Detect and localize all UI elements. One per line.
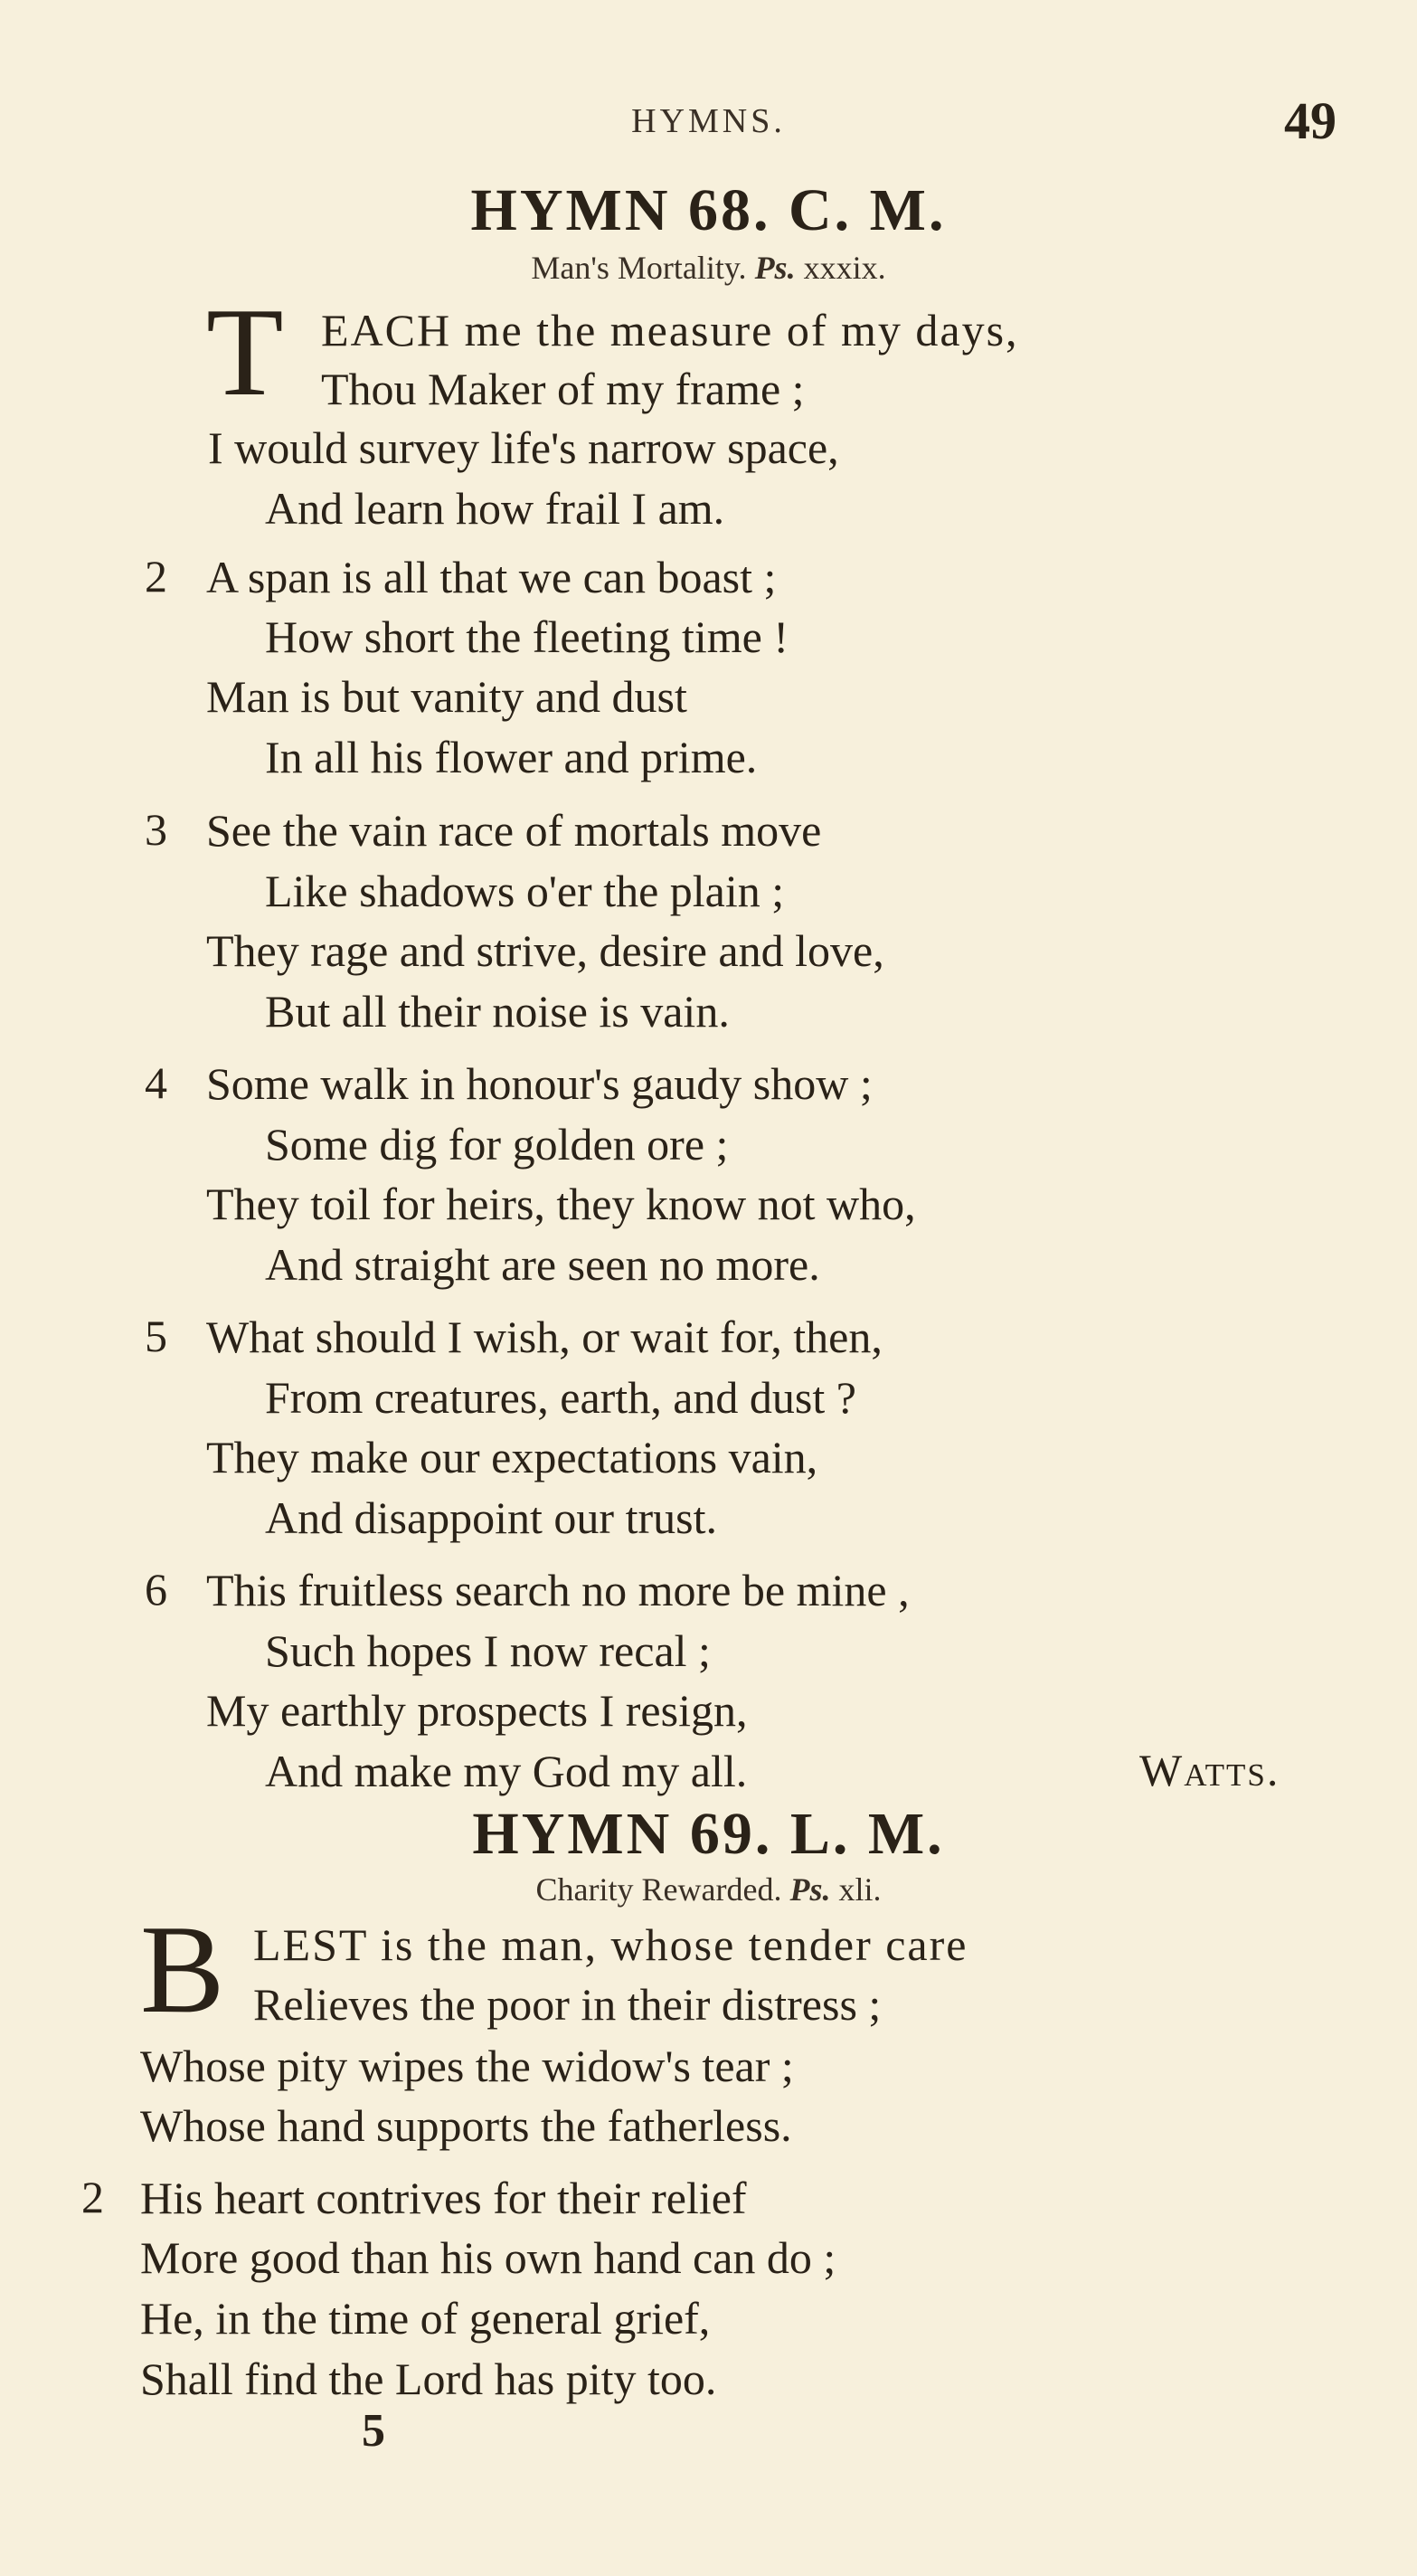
hymn-68-line: They make our expectations vain, [206, 1432, 818, 1482]
hymn-68-line: Some dig for golden ore ; [265, 1119, 729, 1170]
hymn-68-subtitle-text: Man's Mortality. [531, 250, 747, 286]
hymn-69-line: His heart contrives for their relief [140, 2173, 747, 2223]
stanza-number: 6 [145, 1564, 167, 1615]
hymn-68-line: My earthly prospects I resign, [206, 1685, 748, 1736]
hymn-68-line: And straight are seen no more. [265, 1239, 820, 1290]
hymn-69-line: Relieves the poor in their distress ; [253, 1979, 882, 2030]
hymn-68-line: A span is all that we can boast ; [206, 552, 777, 602]
hymn-69-psalm-abbrev: Ps. [789, 1871, 831, 1908]
hymn-69-line: More good than his own hand can do ; [140, 2232, 836, 2283]
hymn-68-line: I would survey life's narrow space, [208, 422, 839, 473]
hymn-68-line: They toil for heirs, they know not who, [206, 1179, 916, 1229]
hymn-68-first-line: EACH me the measure of my days, [321, 305, 1019, 355]
hymn-68-line: From creatures, earth, and dust ? [265, 1372, 856, 1423]
hymn-68-psalm-abbrev: Ps. [754, 250, 796, 286]
hymn-69-first-line: LEST is the man, whose tender care [253, 1919, 968, 1970]
hymn-68-line: And learn how frail I am. [265, 483, 725, 534]
hymn-68-line: But all their noise is vain. [265, 986, 730, 1037]
hymn-68-line: Such hopes I now recal ; [265, 1625, 711, 1676]
hymn-68-line: In all his flower and prime. [265, 732, 758, 782]
hymn-68-attribution: Watts. [1139, 1745, 1280, 1795]
stanza-number: 2 [81, 2172, 104, 2222]
hymn-68-psalm-number: xxxix. [803, 250, 886, 286]
stanza-number: 3 [145, 804, 167, 855]
running-head: HYMNS. [631, 102, 786, 140]
hymn-68-line: They rage and strive, desire and love, [206, 925, 884, 976]
hymn-69-line: Shall find the Lord has pity too. [140, 2353, 717, 2404]
signature-mark: 5 [362, 2405, 385, 2457]
hymn-68-line: And disappoint our trust. [265, 1492, 717, 1543]
hymn-68-line: How short the fleeting time ! [265, 611, 789, 662]
hymn-68-line: What should I wish, or wait for, then, [206, 1312, 883, 1362]
hymn-69-dropcap: B [140, 1899, 225, 2040]
hymn-69-subtitle-text: Charity Rewarded. [535, 1871, 782, 1908]
page-number: 49 [1284, 91, 1337, 150]
stanza-number: 2 [145, 551, 167, 601]
hymn-69-psalm-number: xli. [838, 1871, 882, 1908]
hymn-68-line: And make my God my all. [265, 1746, 748, 1796]
hymn-69-line: Whose hand supports the fatherless. [140, 2100, 792, 2151]
hymn-68-line: Like shadows o'er the plain ; [265, 866, 785, 916]
hymn-68-subtitle [0, 249, 1417, 287]
hymn-69-line: Whose pity wipes the widow's tear ; [140, 2041, 794, 2091]
hymn-68-line: Some walk in honour's gaudy show ; [206, 1058, 873, 1109]
stanza-number: 5 [145, 1311, 167, 1361]
hymn-68-line: Thou Maker of my frame ; [321, 364, 805, 414]
hymn-69-title: HYMN 69. L. M. [472, 1801, 945, 1867]
hymn-68-dropcap: T [206, 282, 284, 422]
hymn-68-title: HYMN 68. C. M. [470, 177, 947, 243]
hymn-69-line: He, in the time of general grief, [140, 2293, 711, 2344]
hymn-68-line: Man is but vanity and dust [206, 671, 687, 722]
hymn-68-line: See the vain race of mortals move [206, 805, 822, 856]
stanza-number: 4 [145, 1057, 167, 1108]
hymn-68-line: This fruitless search no more be mine , [206, 1565, 910, 1615]
